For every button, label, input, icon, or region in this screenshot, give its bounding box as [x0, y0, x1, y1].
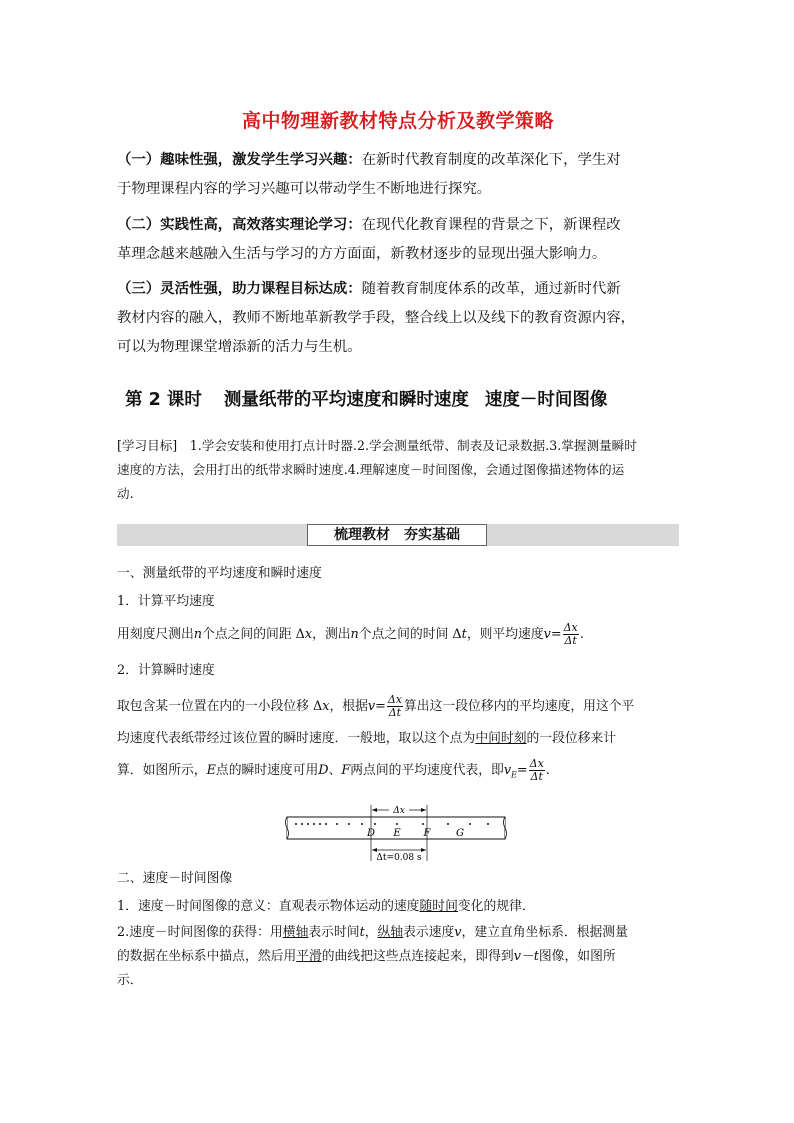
lesson-topic-2: 速度－时间图像 [484, 390, 608, 410]
underlined-term: 中间时刻 [475, 731, 527, 746]
intro-paragraph-1 [117, 145, 679, 204]
objectives-line: [学习目标] 1.学会安装和使用打点计时器.2.学会测量纸带、制表及记录数据.3.掌握测量瞬时 [117, 438, 637, 453]
underlined-term: 横轴 [282, 925, 309, 940]
fraction-dx-dt: $\frac{\Delta x}{\Delta t}$ [529, 757, 544, 783]
average-velocity-text: 用刻度尺测出n个点之间的间距 Δx，测出n个点之间的时间 Δt，则平均速度v= $\frac{\Delta x}{\Delta t}$ . [117, 621, 584, 647]
underlined-term: 纵轴 [377, 925, 404, 940]
label-dx: Δx [393, 806, 405, 816]
underlined-term: 随时间 [419, 899, 458, 914]
intro-text: 随着教育制度体系的改革，通过新时代新 [361, 281, 621, 297]
point-label-D: D [366, 828, 376, 839]
banner-label: 梳理教材 夯实基础 [307, 524, 487, 546]
intro-text: 在新时代教育制度的改革深化下，学生对 [361, 152, 621, 168]
intro-text: 于物理课程内容的学习兴趣可以带动学生不断地进行探究。 [117, 181, 492, 197]
fraction-dx-dt: $\frac{\Delta x}{\Delta t}$ [387, 693, 402, 719]
intro-paragraph-2 [117, 210, 679, 269]
intro-paragraph-3 [117, 274, 679, 362]
lesson-number: 第 2 课时 [125, 390, 202, 410]
paper-tape-diagram [285, 803, 507, 863]
intro-text: 教材内容的融入，教师不断地革新教学手段，整合线上以及线下的教育资源内容， [117, 310, 636, 326]
subheading-instant-velocity: 2．计算瞬时速度 [117, 663, 215, 678]
subheading-average-velocity: 1．计算平均速度 [117, 594, 215, 609]
intro-text: 可以为物理课堂增添新的活力与生机。 [117, 339, 362, 355]
objectives-line: 动. [117, 486, 134, 501]
lesson-topic-1: 测量纸带的平均速度和瞬时速度 [223, 390, 469, 410]
intro-text: 在现代化教育课程的背景之下，新课程改 [361, 217, 621, 233]
learning-objectives [117, 434, 679, 506]
vt-graph-meaning: 1．速度－时间图像的意义：直观表示物体运动的速度随时间变化的规律． [117, 899, 535, 914]
document-title: 高中物理新教材特点分析及教学策略 [241, 110, 554, 132]
section-2-heading: 二、速度－时间图像 [117, 871, 233, 886]
fraction-dx-dt: $\frac{\Delta x}{\Delta t}$ [563, 621, 578, 647]
point-label-E: E [393, 828, 401, 839]
point-label-G: G [456, 828, 464, 839]
intro-lead: （三）灵活性强，助力课程目标达成： [117, 280, 362, 297]
section-1-heading: 一、测量纸带的平均速度和瞬时速度 [117, 566, 322, 581]
instant-velocity-text: 取包含某一位置在内的一小段位移 Δx，根据v= $\frac{\Delta x}{\Delta t}$ 算出这一段位移内的平均速度，用这个平 均速度代表纸带经过该位置的瞬时速度．一般地，取以这个点为中间时刻的一段位移来计 算．如图所示，E点的瞬时速度可用D、F两点间的平均速度代表，即$v_E=$ $\frac{\Delta x}{\Delta t}$ . [117, 693, 635, 783]
point-label-F: F [423, 828, 431, 839]
intro-lead: （一）趣味性强，激发学生学习兴趣： [117, 151, 362, 168]
intro-text: 革理念越来越融入生活与学习的方方面面，新教材逐步的显现出强大影响力。 [117, 246, 607, 262]
vt-graph-construction: 2.速度－时间图像的获得：用横轴表示时间t，纵轴表示速度v，建立直角坐标系．根据测量 的数据在坐标系中描点，然后用平滑的曲线把这些点连接起来，即得到v－t图像，如图所 示． [117, 925, 628, 988]
section-banner [117, 524, 679, 546]
intro-lead: （二）实践性高，高效落实理论学习： [117, 216, 362, 233]
underlined-term: 平滑 [296, 949, 322, 964]
label-dt: Δt=0.08 s [376, 853, 422, 863]
tape-dots [295, 823, 489, 825]
objectives-line: 速度的方法，会用打出的纸带求瞬时速度.4.理解速度－时间图像，会通过图像描述物体的运 [117, 462, 625, 477]
lesson-title [125, 386, 607, 411]
